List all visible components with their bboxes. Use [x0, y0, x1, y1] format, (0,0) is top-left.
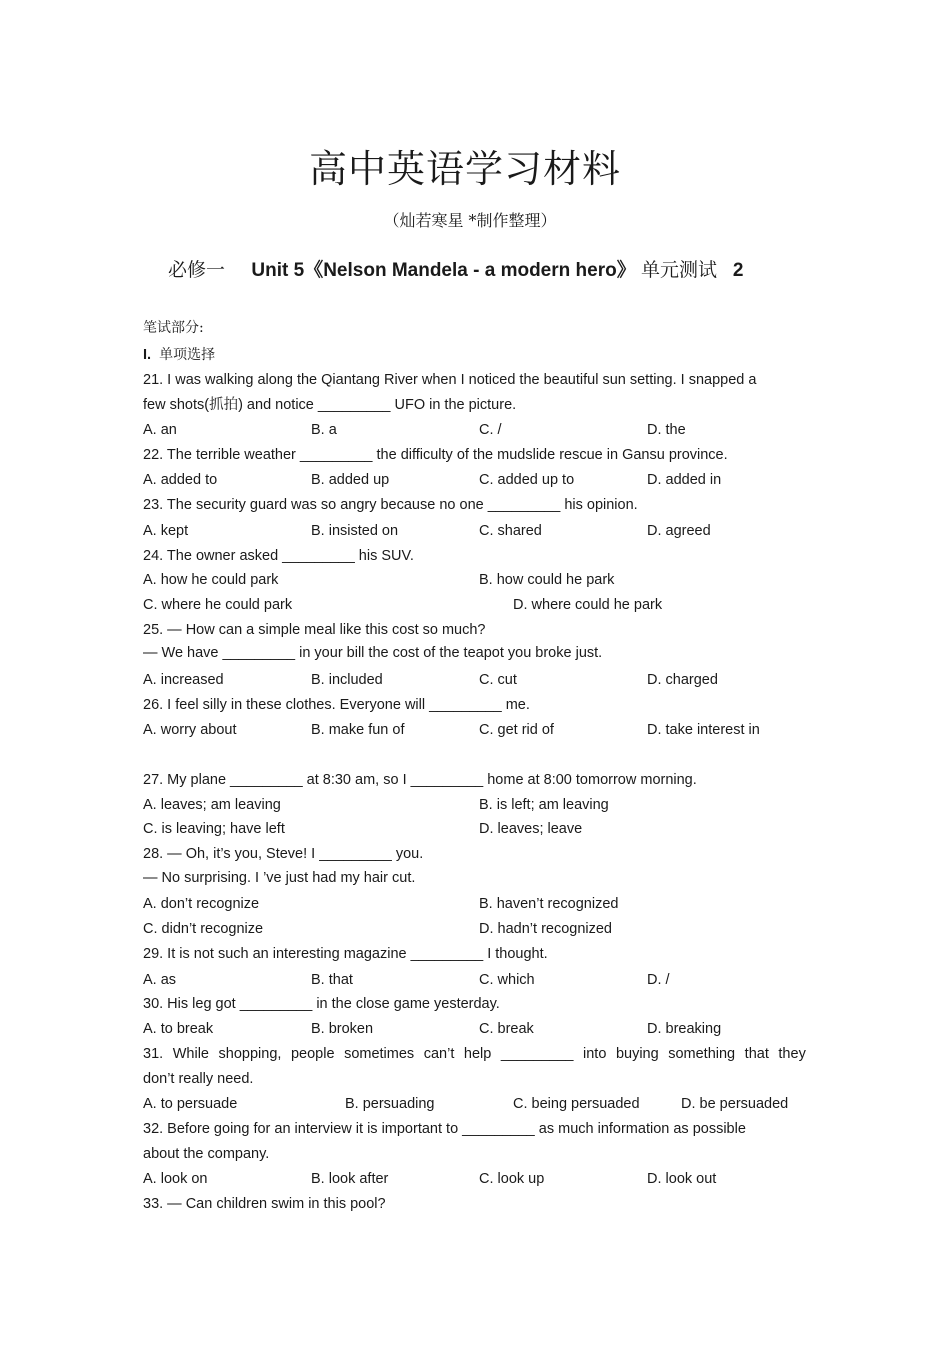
- option-b: B. haven’t recognized: [479, 896, 619, 912]
- option-d: D. look out: [647, 1171, 717, 1187]
- q31-word: into: [583, 1046, 607, 1062]
- option-b: B. broken: [311, 1021, 374, 1037]
- option-b: B. how could he park: [479, 572, 615, 588]
- option-b: B. is left; am leaving: [479, 797, 609, 813]
- section-label: 笔试部分:: [143, 320, 204, 336]
- question-29-text: 29. It is not such an interesting magazine _________ I thought.: [143, 946, 548, 962]
- option-b: B. a: [311, 422, 337, 438]
- option-a: A. to persuade: [143, 1096, 238, 1112]
- option-a: A. worry about: [143, 722, 237, 738]
- option-c: C. look up: [479, 1171, 545, 1187]
- question-28-text-cont: — No surprising. I ’ve just had my hair cut.: [143, 870, 416, 886]
- option-c: C. which: [479, 972, 535, 988]
- question-24-text: 24. The owner asked _________ his SUV.: [143, 548, 414, 564]
- option-c: C. didn’t recognize: [143, 921, 264, 937]
- option-b: B. look after: [311, 1171, 389, 1187]
- option-b: B. included: [311, 672, 383, 688]
- q31-word: 31.: [143, 1046, 164, 1062]
- option-d: D. leaves; leave: [479, 821, 583, 837]
- document-title: 高中英语学习材料: [308, 147, 621, 191]
- q31-word: sometimes: [344, 1046, 415, 1062]
- option-a: A. as: [143, 972, 177, 988]
- option-c: C. shared: [479, 523, 542, 539]
- part-name: 单项选择: [159, 347, 216, 363]
- q31-word: While: [172, 1046, 209, 1062]
- question-21-text-cont: few shots(抓拍) and notice _________ UFO in the picture.: [143, 397, 517, 413]
- q31-blank: _________: [500, 1046, 574, 1062]
- option-d: D. the: [647, 422, 686, 438]
- option-c: C. added up to: [479, 472, 575, 488]
- q31-word: can’t: [423, 1046, 455, 1062]
- option-b: B. persuading: [345, 1096, 435, 1112]
- q31-word: that: [744, 1046, 769, 1062]
- question-23-text: 23. The security guard was so angry because no one _________ his opinion.: [143, 497, 638, 513]
- option-a: A. increased: [143, 672, 224, 688]
- option-c: C. being persuaded: [513, 1096, 640, 1112]
- option-b: B. added up: [311, 472, 390, 488]
- question-22-text: 22. The terrible weather _________ the difficulty of the mudslide rescue in Gansu province.: [143, 447, 728, 463]
- unit-prefix: 必修一: [168, 259, 226, 281]
- option-d: D. hadn’t recognized: [479, 921, 612, 937]
- option-a: A. how he could park: [143, 572, 279, 588]
- option-c: C. /: [479, 422, 502, 438]
- q31-word: something: [668, 1046, 736, 1062]
- question-32-text-cont: about the company.: [143, 1146, 270, 1162]
- question-33-text: 33. — Can children swim in this pool?: [143, 1196, 386, 1212]
- option-d: D. where could he park: [513, 597, 663, 613]
- question-26-text: 26. I feel silly in these clothes. Everyone will _________ me.: [143, 697, 530, 713]
- option-b: B. make fun of: [311, 722, 405, 738]
- q31-word: shopping,: [218, 1046, 282, 1062]
- part-number: I.: [143, 347, 152, 363]
- document-subtitle: （灿若寒星 *制作整理）: [383, 211, 557, 230]
- question-25-text-cont: — We have _________ in your bill the cost of the teapot you broke just.: [143, 645, 603, 661]
- q31-word: people: [290, 1046, 335, 1062]
- q31-word: they: [778, 1046, 806, 1062]
- question-30-text: 30. His leg got _________ in the close game yesterday.: [143, 996, 500, 1012]
- option-d: D. breaking: [647, 1021, 722, 1037]
- option-d: D. agreed: [647, 523, 711, 539]
- unit-name: Unit 5《Nelson Mandela - a modern hero》: [251, 260, 636, 281]
- option-d: D. charged: [647, 672, 718, 688]
- question-31-text: [143, 1047, 806, 1062]
- option-a: A. kept: [143, 523, 189, 539]
- option-b: B. that: [311, 972, 353, 988]
- question-32-text: 32. Before going for an interview it is important to _________ as much information as possible: [143, 1121, 746, 1137]
- option-d: D. be persuaded: [681, 1096, 789, 1112]
- question-21-text: 21. I was walking along the Qiantang River when I noticed the beautiful sun setting. I snapped a: [143, 372, 757, 388]
- option-b: B. insisted on: [311, 523, 399, 539]
- option-a: A. leaves; am leaving: [143, 797, 281, 813]
- option-c: C. cut: [479, 672, 517, 688]
- question-31-text-cont: don’t really need.: [143, 1071, 254, 1087]
- question-28-text: 28. — Oh, it’s you, Steve! I _________ you.: [143, 846, 424, 862]
- q31-word: help: [463, 1046, 492, 1062]
- unit-suffix: 单元测试: [640, 259, 717, 281]
- option-a: A. look on: [143, 1171, 208, 1187]
- option-a: A. don’t recognize: [143, 896, 260, 912]
- part-heading: [143, 348, 215, 363]
- option-c: C. where he could park: [143, 597, 293, 613]
- option-d: D. added in: [647, 472, 722, 488]
- option-c: C. break: [479, 1021, 534, 1037]
- question-27-text: 27. My plane _________ at 8:30 am, so I _________ home at 8:00 tomorrow morning.: [143, 772, 697, 788]
- unit-heading: [168, 255, 743, 282]
- q31-word: buying: [615, 1046, 659, 1062]
- option-d: D. take interest in: [647, 722, 760, 738]
- option-c: C. is leaving; have left: [143, 821, 285, 837]
- option-c: C. get rid of: [479, 722, 554, 738]
- question-25-text: 25. — How can a simple meal like this cost so much?: [143, 622, 486, 638]
- option-a: A. an: [143, 422, 177, 438]
- option-d: D. /: [647, 972, 670, 988]
- unit-number: 2: [732, 260, 744, 281]
- option-a: A. to break: [143, 1021, 214, 1037]
- option-a: A. added to: [143, 472, 218, 488]
